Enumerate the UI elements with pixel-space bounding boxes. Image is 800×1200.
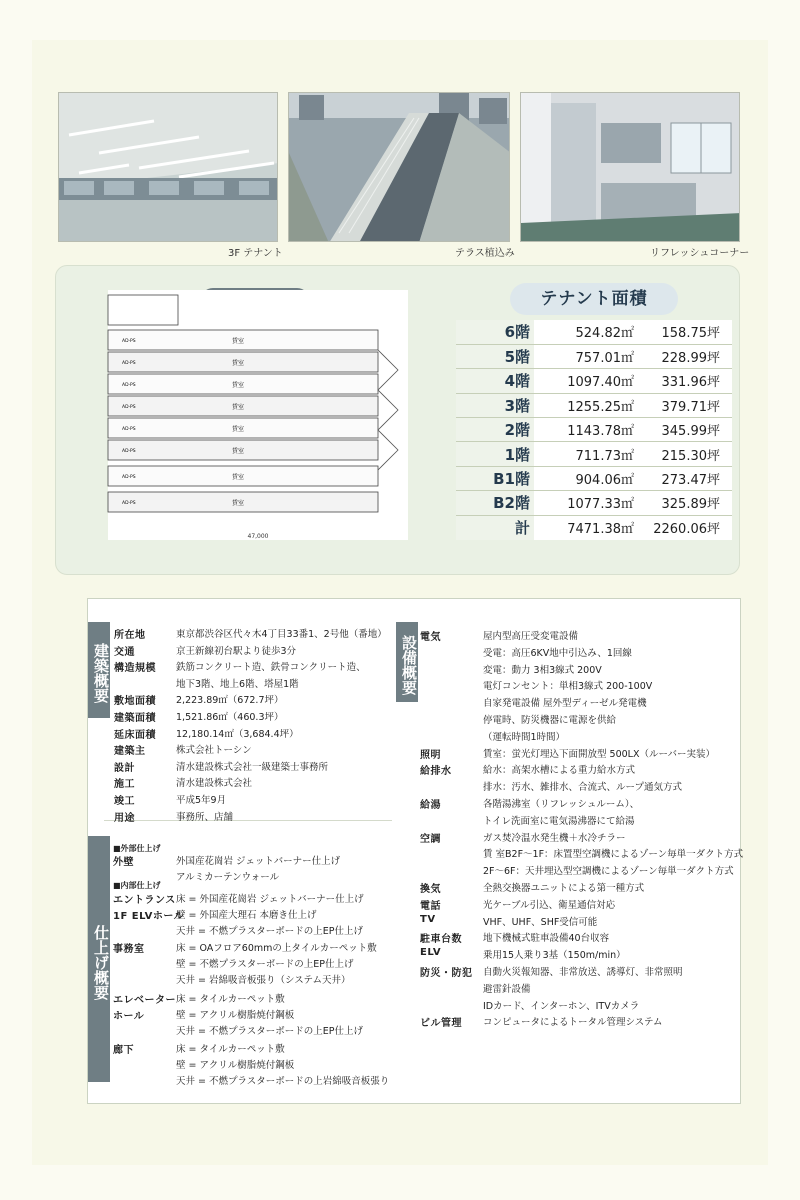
spec-label: 換気 bbox=[420, 884, 441, 895]
tenant-area-row bbox=[456, 393, 732, 417]
spec-value: トイレ洗面室に電気湯沸器にて給湯 bbox=[483, 815, 635, 827]
spec-value: 地下3階、地上6階、塔屋1階 bbox=[176, 678, 299, 690]
spec-label: TV bbox=[420, 913, 436, 925]
area-cell-tsubo: 379.71坪 bbox=[638, 393, 732, 417]
spec-label: ビル管理 bbox=[420, 1018, 462, 1030]
area-cell-floor: 5階 bbox=[456, 344, 534, 368]
area-cell-tsubo: 331.96坪 bbox=[638, 369, 732, 393]
tenant-area-row bbox=[456, 442, 732, 466]
spec-label: 交通 bbox=[114, 646, 135, 658]
finish-heading: 仕上げ概要 bbox=[88, 836, 110, 1082]
spec-label: 電話 bbox=[420, 900, 441, 912]
spec-label: 施工 bbox=[114, 779, 135, 791]
spec-label: 竣工 bbox=[114, 796, 135, 807]
area-cell-floor: 6階 bbox=[456, 320, 534, 344]
finish-value: 外国産花崗岩 ジェットバーナー仕上げ bbox=[176, 856, 341, 867]
section-drawing bbox=[88, 290, 428, 540]
area-cell-m2: 904.06㎡ bbox=[534, 466, 638, 490]
area-cell-floor: B2階 bbox=[456, 491, 534, 515]
finish-value: アルミカーテンウォール bbox=[176, 872, 280, 883]
spec-value: 12,180.14㎡（3,684.4坪） bbox=[176, 728, 299, 740]
spec-label: 給排水 bbox=[420, 766, 452, 778]
spec-value: 賃室：蛍光灯埋込下面開放型 500LX（ルーバー実装） bbox=[483, 748, 715, 760]
spec-label: 電気 bbox=[420, 632, 441, 643]
terrace-photo bbox=[288, 92, 510, 242]
spec-value: 地下機械式駐車設備40台収容 bbox=[483, 933, 610, 945]
finish-value: 床 = OAフロア60mmの上タイルカーペット敷 bbox=[176, 943, 377, 954]
ad-ps-label: AD·PS bbox=[122, 427, 136, 432]
floor-room-label: 賃室 bbox=[231, 382, 245, 389]
spec-label: 敷地面積 bbox=[114, 696, 156, 708]
area-cell-tsubo: 345.99坪 bbox=[638, 418, 732, 442]
area-cell-tsubo: 325.89坪 bbox=[638, 491, 732, 515]
finish-value: 壁 = 不燃プラスターボードの上EP仕上げ bbox=[176, 959, 354, 970]
spec-value: 停電時、防災機器に電源を供給 bbox=[483, 715, 617, 726]
finish-value: 壁 = 外国産大理石 本磨き仕上げ bbox=[176, 910, 317, 921]
photo-caption-kitchen: リフレッシュコーナー bbox=[650, 248, 750, 259]
spec-value: 屋内型高圧受変電設備 bbox=[483, 631, 579, 642]
area-cell-m2: 1077.33㎡ bbox=[534, 491, 638, 515]
spec-value: VHF、UHF、SHF受信可能 bbox=[483, 916, 598, 928]
area-cell-tsubo: 2260.06坪 bbox=[638, 515, 732, 539]
finish-value: 天井 = 不燃プラスターボードの上岩綿吸音板張り bbox=[176, 1076, 390, 1087]
ad-ps-label: AD·PS bbox=[122, 339, 136, 344]
ad-ps-label: AD·PS bbox=[122, 475, 136, 480]
spec-label: 駐車台数 bbox=[420, 934, 462, 946]
spec-value: 避雷針設備 bbox=[483, 983, 531, 995]
spec-value: 2,223.89㎡（672.7坪） bbox=[176, 695, 284, 707]
floor-room-label: 賃室 bbox=[231, 360, 245, 367]
area-cell-m2: 524.82㎡ bbox=[534, 320, 638, 344]
finish-value: 床 = タイルカーペット敷 bbox=[176, 1044, 285, 1055]
area-cell-m2: 757.01㎡ bbox=[534, 344, 638, 368]
spec-value: 乗用15人乗り3基（150m/min） bbox=[483, 950, 626, 962]
photo-caption-office: 3F テナント bbox=[228, 248, 283, 259]
area-cell-floor: 4階 bbox=[456, 369, 534, 393]
spec-label: 構造規模 bbox=[114, 663, 156, 675]
finish-label: 外壁 bbox=[113, 857, 134, 868]
tenant-area-row bbox=[456, 491, 732, 515]
floor-room-label: 賃室 bbox=[231, 338, 245, 345]
area-cell-floor: 計 bbox=[456, 515, 534, 539]
area-cell-m2: 711.73㎡ bbox=[534, 442, 638, 466]
spec-value: 全熱交換器ユニットによる第一種方式 bbox=[483, 883, 645, 894]
spec-label: ELV bbox=[420, 947, 442, 959]
spec-value: 各階湯沸室（リフレッシュルーム）、 bbox=[483, 799, 640, 810]
spec-value: 電灯コンセント：単相3線式 200-100V bbox=[483, 681, 653, 693]
area-cell-floor: 1階 bbox=[456, 442, 534, 466]
finish-label: 事務室 bbox=[113, 944, 145, 955]
floor-plates bbox=[108, 330, 398, 512]
area-cell-tsubo: 228.99坪 bbox=[638, 344, 732, 368]
spec-value: 株式会社トーシン bbox=[176, 745, 252, 757]
tenant-area-title: テナント面積 bbox=[510, 283, 678, 315]
floor-room-label: 賃室 bbox=[231, 474, 245, 481]
finish-label: 廊下 bbox=[113, 1045, 134, 1056]
spec-value: 排水：汚水、雑排水、合流式、ループ通気方式 bbox=[483, 782, 683, 794]
architecture-heading: 建築概要 bbox=[88, 622, 110, 718]
area-cell-floor: B1階 bbox=[456, 466, 534, 490]
area-cell-m2: 7471.38㎡ bbox=[534, 515, 638, 539]
spec-value: 2F〜6F：天井埋込型空調機によるゾーン毎単一ダクト方式 bbox=[483, 866, 734, 878]
area-cell-m2: 1097.40㎡ bbox=[534, 369, 638, 393]
office-photo bbox=[58, 92, 278, 242]
tenant-area-row bbox=[456, 515, 732, 539]
spec-value: 清水建設株式会社 bbox=[176, 778, 253, 790]
spec-label: 防災・防犯 bbox=[420, 968, 473, 979]
spec-value: 清水建設株式会社一級建築士事務所 bbox=[176, 761, 329, 773]
finish-label: ホール bbox=[113, 1011, 145, 1022]
area-cell-tsubo: 158.75坪 bbox=[638, 320, 732, 344]
exterior-finish-subheading: ■外部仕上げ bbox=[113, 844, 161, 853]
floor-room-label: 賃室 bbox=[231, 448, 245, 455]
spec-label: 所在地 bbox=[114, 630, 146, 641]
ad-ps-label: AD·PS bbox=[122, 405, 136, 410]
finish-value: 天井 = 不燃プラスターボードの上EP仕上げ bbox=[176, 926, 363, 937]
interior-finish-subheading: ■内部仕上げ bbox=[113, 881, 161, 890]
area-cell-tsubo: 273.47坪 bbox=[638, 466, 732, 490]
area-cell-floor: 2階 bbox=[456, 418, 534, 442]
spec-value: 京王新線初台駅より徒歩3分 bbox=[176, 645, 297, 657]
finish-value: 天井 = 不燃プラスターボードの上EP仕上げ bbox=[176, 1026, 363, 1037]
spec-value: ガス焚冷温水発生機＋水冷チラー bbox=[483, 832, 626, 844]
spec-value: 賃 室B2F〜1F：床置型空調機によるゾーン毎単一ダクト方式 bbox=[483, 849, 744, 861]
area-cell-tsubo: 215.30坪 bbox=[638, 442, 732, 466]
kitchen-photo bbox=[520, 92, 740, 242]
finish-label: エントランス bbox=[113, 895, 176, 906]
finish-value: 壁 = アクリル樹脂焼付鋼板 bbox=[176, 1010, 295, 1021]
spec-value: 東京都渋谷区代々木4丁目33番1、2号他（番地） bbox=[176, 629, 387, 640]
spec-value: 事務所、店舗 bbox=[176, 811, 234, 823]
spec-value: 1,521.86㎡（460.3坪） bbox=[176, 712, 284, 723]
tenant-area-row bbox=[456, 466, 732, 490]
area-cell-m2: 1255.25㎡ bbox=[534, 393, 638, 417]
spec-value: 平成5年9月 bbox=[176, 795, 227, 806]
spec-label: 照明 bbox=[420, 749, 441, 761]
finish-value: 床 = タイルカーペット敷 bbox=[176, 994, 285, 1005]
finish-value: 壁 = アクリル樹脂焼付鋼板 bbox=[176, 1060, 295, 1071]
spec-value: 自動火災報知器、非常放送、誘導灯、非常照明 bbox=[483, 967, 683, 978]
photo-caption-terrace: テラス植込み bbox=[455, 248, 515, 259]
ad-ps-label: AD·PS bbox=[122, 361, 136, 366]
spec-label: 延床面積 bbox=[114, 729, 156, 741]
floor-room-label: 賃室 bbox=[231, 500, 245, 507]
spec-value: 光ケーブル引込、衛星通信対応 bbox=[483, 899, 616, 911]
spec-value: コンピュータによるトータル管理システム bbox=[483, 1017, 663, 1029]
floor-room-label: 賃室 bbox=[231, 404, 245, 411]
finish-label: エレベーター bbox=[113, 995, 176, 1006]
spec-label: 用途 bbox=[114, 812, 135, 824]
area-cell-m2: 1143.78㎡ bbox=[534, 418, 638, 442]
spec-value: 受電：高圧6KV地中引込み、1回線 bbox=[483, 647, 632, 659]
floor-room-label: 賃室 bbox=[231, 426, 245, 433]
spec-value: 鉄筋コンクリート造、鉄骨コンクリート造、 bbox=[176, 662, 366, 674]
tenant-area-table bbox=[456, 320, 732, 540]
spec-label: 給湯 bbox=[420, 800, 441, 811]
tenant-area-row bbox=[456, 344, 732, 368]
tenant-area-row bbox=[456, 418, 732, 442]
area-cell-floor: 3階 bbox=[456, 393, 534, 417]
section-width-label: 47,000 bbox=[247, 533, 269, 540]
ad-ps-label: AD·PS bbox=[122, 383, 136, 388]
spec-label: 空調 bbox=[420, 833, 441, 845]
spec-value: 自家発電設備 屋外型ディーゼル発電機 bbox=[483, 698, 647, 710]
tenant-area-row bbox=[456, 369, 732, 393]
finish-value: 床 = 外国産花崗岩 ジェットバーナー仕上げ bbox=[176, 894, 364, 905]
equipment-heading: 設備概要 bbox=[396, 622, 418, 702]
ad-ps-label: AD·PS bbox=[122, 449, 136, 454]
spec-value: 変電：動力 3相3線式 200V bbox=[483, 664, 602, 676]
spec-label: 建築主 bbox=[114, 746, 146, 758]
spec-value: IDカード、インターホン、ITVカメラ bbox=[483, 1000, 640, 1012]
spec-label: 建築面積 bbox=[114, 713, 156, 724]
spec-value: 給水：高架水槽による重力給水方式 bbox=[483, 765, 636, 777]
spec-value: （運転時間1時間） bbox=[483, 731, 566, 743]
spec-label: 設計 bbox=[114, 762, 135, 774]
finish-label: 1F ELVホール bbox=[113, 911, 185, 922]
tenant-area-row bbox=[456, 320, 732, 344]
finish-value: 天井 = 岩綿吸音板張り（システム天井） bbox=[176, 975, 351, 986]
ad-ps-label: AD·PS bbox=[122, 501, 136, 506]
